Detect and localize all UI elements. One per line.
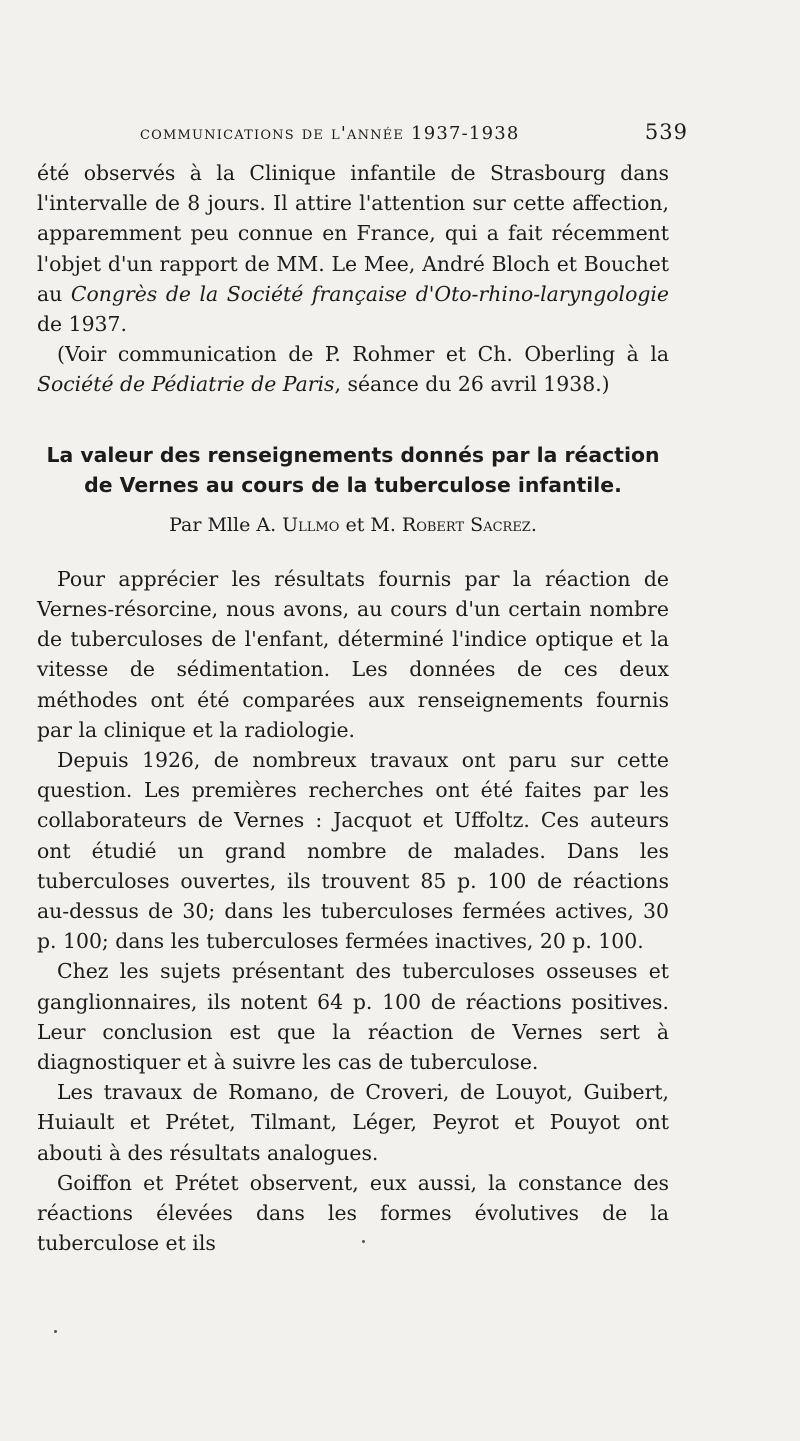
reference-text: (Voir communication de P. Rohmer et Ch. Oberling à la — [57, 342, 669, 367]
congress-name: Congrès de la Société française d'Oto-rhino-laryngologie — [70, 281, 669, 306]
authors-prefix: Par Mlle A. — [169, 513, 283, 536]
page-number: 539 — [644, 120, 688, 144]
authors-suffix: . — [530, 513, 537, 536]
reference-paragraph — [37, 339, 669, 399]
article-paragraph: Goiffon et Prétet observent, eux aussi, la constance des réactions élevées dans les formes évolutives de la tuberculose et ils — [37, 1170, 669, 1256]
article-paragraph: Chez les sujets présentant des tuberculoses osseuses et ganglionnaires, ils notent 64 p. 100 de réactions positives. Leur conclusion est que la réaction de Vernes sert à diagnostiquer et à suivre les cas de tuberculose. — [37, 959, 669, 1075]
author-name: Ullmo — [282, 513, 340, 536]
running-title: communications de l'année 1937-1938 — [140, 123, 520, 144]
running-header — [140, 120, 688, 144]
page-body — [37, 158, 669, 1259]
intro-paragraph — [37, 158, 669, 339]
article-paragraph: Pour apprécier les résultats fournis par la réaction de Vernes-résorcine, nous avons, au cours d'un certain nombre de tuberculoses de l'enfant, déterminé l'indice optique et la vitesse de sédimentation. Les données de ces deux méthodes ont été comparées aux renseignements fournis par la clinique et la radiologie. — [37, 566, 669, 742]
print-speck — [54, 1330, 57, 1333]
article-paragraph: Les travaux de Romano, de Croveri, de Louyot, Guibert, Huiault et Prétet, Tilmant, Léger, Peyrot et Pouyot ont abouti à des résultats analogues. — [37, 1080, 669, 1165]
article-title: La valeur des renseignements donnés par la réaction de Vernes au cours de la tuberculose infantile. — [46, 442, 660, 497]
intro-text-end: de 1937. — [37, 312, 127, 337]
article-paragraph: Depuis 1926, de nombreux travaux ont paru sur cette question. Les premières recherches ont été faites par les collaborateurs de Vernes : Jacquot et Uffoltz. Ces auteurs ont étudié un grand nombre de malades. Dans les tuberculoses ouvertes, ils trouvent 85 p. 100 de réactions au-dessus de 30; dans les tuberculoses fermées actives, 30 p. 100; dans les tuberculoses fermées inactives, 20 p. 100. — [37, 748, 669, 954]
reference-text-end: , séance du 26 avril 1938.) — [334, 372, 610, 397]
author-name: Robert Sacrez — [401, 513, 531, 536]
intro-text: été observés à la Clinique infantile de Strasbourg dans l'intervalle de 8 jours. Il attire l'attention sur cette affection, apparemment peu connue en France, qui a fait récemment l'objet d'un rapport de MM. Le Mee, André Bloch et Bouchet au — [37, 161, 669, 306]
authors-connector: et M. — [339, 513, 402, 536]
society-name: Société de Pédiatrie de Paris — [37, 372, 335, 397]
article-authors — [37, 510, 669, 540]
print-speck — [362, 1240, 365, 1243]
